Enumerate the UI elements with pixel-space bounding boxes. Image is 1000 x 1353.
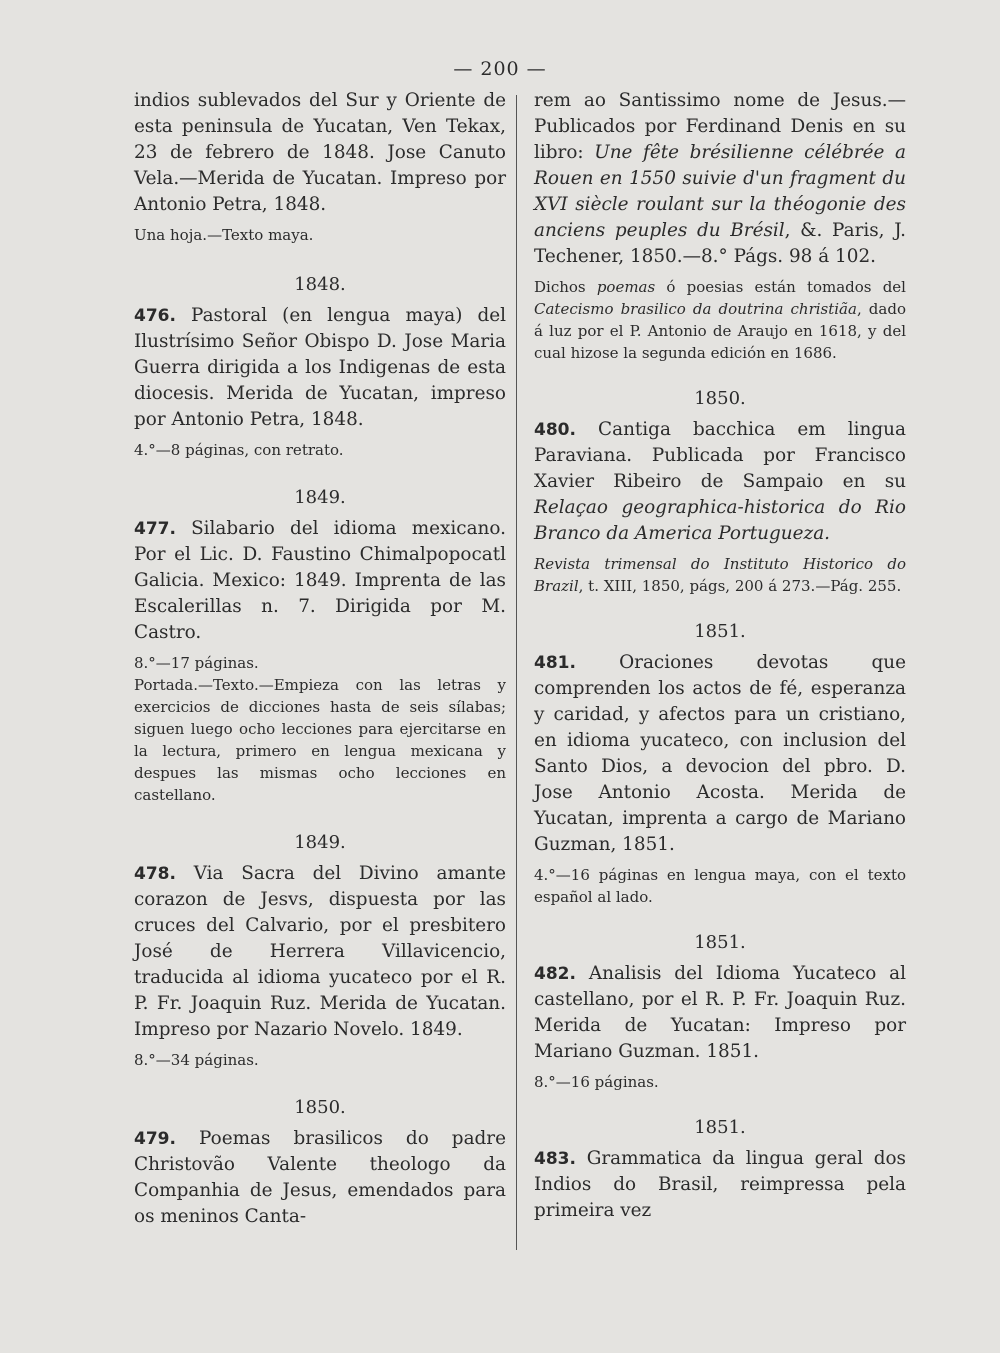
entry-477-note-description: Portada.—Texto.—Empieza con las letras y exercicios de dicciones hasta de seis sílabas; siguen luego ocho lecciones para ejercitarse en la lectura, primero en lengua mexicana y despues las mismas ocho lecciones en castellano. — [134, 676, 506, 804]
year-heading-482: 1851. — [694, 932, 746, 953]
right-column — [534, 88, 906, 1224]
entry-480-title: Relaçao geographica-historica do Rio Branco da America Portugueza. — [534, 497, 906, 544]
entry-479-note-c: , dado á luz por el P. Antonio de Araujo en 1618, y del cual hizose la segunda edición en 1686. — [534, 300, 906, 362]
entry-482-note: 8.°—16 páginas. — [534, 1073, 659, 1091]
year-heading-477: 1849. — [294, 487, 346, 508]
year-heading-483: 1851. — [694, 1117, 746, 1138]
year-heading-480: 1850. — [694, 388, 746, 409]
entry-476-text: Pastoral (en lengua maya) del Ilustrísimo Señor Obispo D. Jose Maria Guerra dirigida a los Indigenas de esta diocesis. Merida de Yucatan, impreso por Antonio Petra, 1848. — [134, 305, 506, 430]
entry-479-note-a: Dichos — [534, 278, 597, 296]
entry-478-text: Via Sacra del Divino amante corazon de Jesvs, dispuesta por las cruces del Calvario, por el presbitero José de Herrera Villavicencio, traducida al idioma yucateco por el R. P. Fr. Joaquin Ruz. Merida de Yucatan. Impreso por Nazario Novelo. 1849. — [134, 863, 506, 1040]
entry-479-text: Poemas brasilicos do padre Christovão Valente theologo da Companhia de Jesus, emendados para os meninos Canta- — [134, 1128, 506, 1227]
entry-number-478: 478. — [134, 864, 176, 884]
entry-477-note-format: 8.°—17 páginas. — [134, 654, 259, 672]
entry-476-note: 4.°—8 páginas, con retrato. — [134, 441, 344, 459]
year-heading-476: 1848. — [294, 274, 346, 295]
continued-entry-note: Una hoja.—Texto maya. — [134, 226, 314, 244]
entry-476 — [134, 303, 506, 433]
entry-number-482: 482. — [534, 964, 576, 984]
entry-480-note-journal: Revista trimensal do Instituto Historico do Brazil — [534, 555, 906, 595]
entry-480-note — [534, 553, 906, 597]
entry-479-continued — [534, 88, 906, 270]
entry-482 — [534, 961, 906, 1065]
entry-number-481: 481. — [534, 653, 576, 673]
entry-480 — [534, 417, 906, 547]
entry-481-text: Oraciones devotas que comprenden los actos de fé, esperanza y caridad, y afectos para un cristiano, en idioma yucateco, con inclusion del Santo Dios, a devocion del pbro. D. Jose Antonio Acosta. Merida de Yucatan, imprenta a cargo de Mariano Guzman, 1851. — [534, 652, 906, 855]
entry-479-note-italic-2: Catecismo brasilico da doutrina christiãa — [534, 300, 857, 318]
entry-479-note-italic-1: poemas — [596, 278, 656, 296]
entry-478 — [134, 861, 506, 1043]
entry-482-text: Analisis del Idioma Yucateco al castellano, por el R. P. Fr. Joaquin Ruz. Merida de Yucatan: Impreso por Mariano Guzman. 1851. — [534, 963, 906, 1062]
entry-479-cont-text-a: rem ao Santissimo nome de Jesus.—Publicados por Ferdinand Denis en su libro: — [534, 90, 906, 163]
entry-number-479: 479. — [134, 1129, 176, 1149]
year-heading-478: 1849. — [294, 832, 346, 853]
entry-483 — [534, 1146, 906, 1224]
entry-478-note: 8.°—34 páginas. — [134, 1051, 259, 1069]
entry-479-cont-text-b: , &. Paris, J. Techener, 1850.—8.° Págs. 98 á 102. — [534, 220, 906, 267]
left-column — [134, 88, 506, 1230]
entry-number-477: 477. — [134, 519, 176, 539]
entry-481 — [534, 650, 906, 858]
entry-477 — [134, 516, 506, 646]
entry-number-483: 483. — [534, 1149, 576, 1169]
entry-483-text: Grammatica da lingua geral dos Indios do Brasil, reimpressa pela primeira vez — [534, 1148, 906, 1221]
entry-number-476: 476. — [134, 306, 176, 326]
year-heading-479: 1850. — [294, 1097, 346, 1118]
column-divider — [516, 95, 517, 1250]
continued-entry-text: indios sublevados del Sur y Oriente de esta peninsula de Yucatan, Ven Tekax, 23 de febrero de 1848. Jose Canuto Vela.—Merida de Yucatan. Impreso por Antonio Petra, 1848. — [134, 90, 506, 215]
year-heading-481: 1851. — [694, 621, 746, 642]
page-number: — 200 — — [453, 58, 547, 80]
entry-number-480: 480. — [534, 420, 576, 440]
entry-479-note — [534, 276, 906, 364]
entry-479-cont-title: Une fête brésilienne célébrée a Rouen en 1550 suivie d'un fragment du XVI siècle roulant sur la théogonie des anciens peuples du Brésil — [534, 142, 906, 241]
entry-479 — [134, 1126, 506, 1230]
entry-480-text-a: Cantiga bacchica em lingua Paraviana. Publicada por Francisco Xavier Ribeiro de Sampaio en su — [534, 419, 906, 492]
entry-477-text: Silabario del idioma mexicano. Por el Lic. D. Faustino Chimalpopocatl Galicia. Mexico: 1849. Imprenta de las Escalerillas n. 7. Dirigida por M. Castro. — [134, 518, 506, 643]
entry-480-note-b: , t. XIII, 1850, págs, 200 á 273.—Pág. 255. — [578, 577, 902, 595]
entry-479-note-b: ó poesias están tomados del — [655, 278, 906, 296]
entry-481-note: 4.°—16 páginas en lengua maya, con el texto español al lado. — [534, 866, 906, 906]
